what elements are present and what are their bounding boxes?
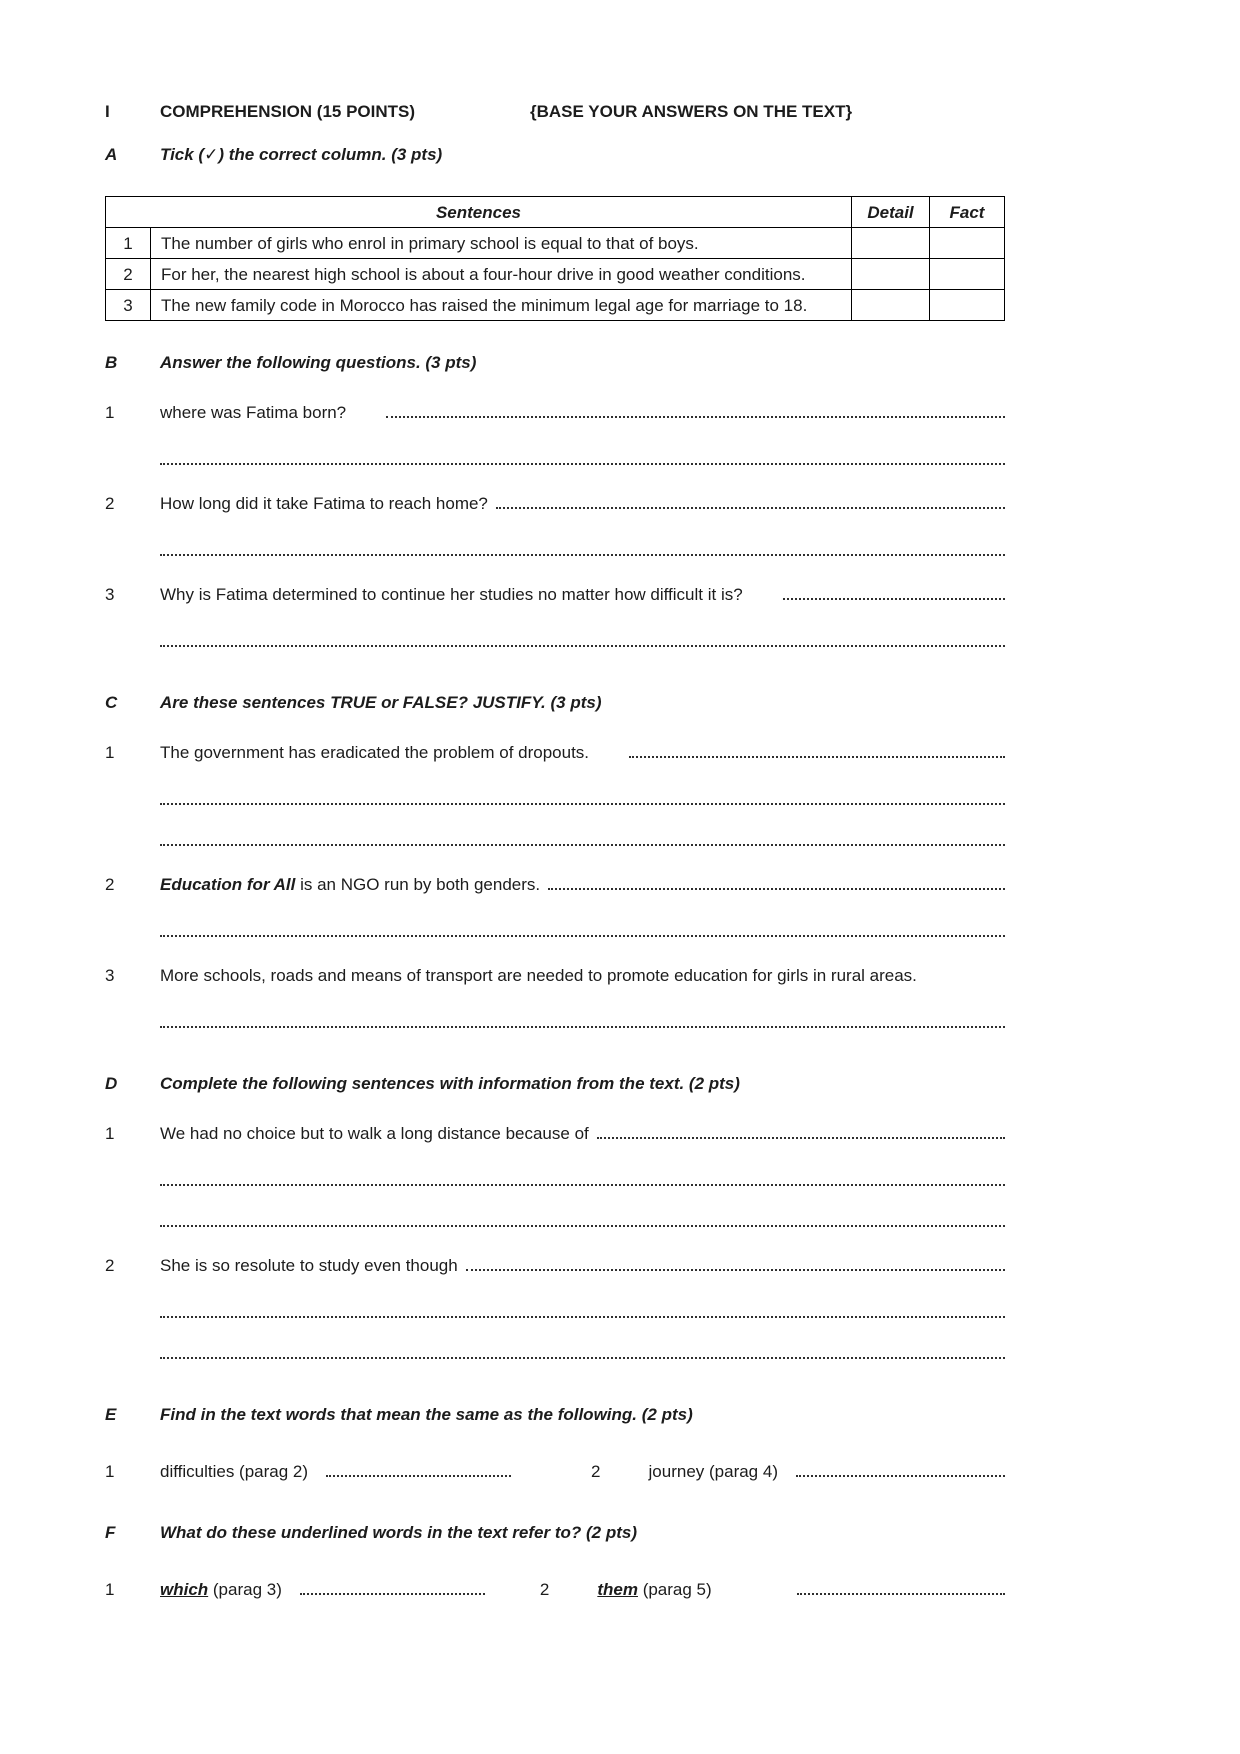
question-number: 1 bbox=[105, 403, 115, 422]
question-c3 bbox=[105, 964, 1005, 1028]
header-note: {BASE YOUR ANSWERS ON THE TEXT} bbox=[530, 102, 853, 121]
answer-line bbox=[796, 1475, 1005, 1477]
question-number: 1 bbox=[105, 743, 115, 762]
question-c2 bbox=[105, 873, 1005, 937]
fact-tick-cell bbox=[930, 259, 1005, 290]
answer-line bbox=[160, 823, 1005, 846]
document-header bbox=[105, 100, 1005, 123]
fact-tick-cell bbox=[930, 228, 1005, 259]
row-number: 3 bbox=[106, 290, 151, 321]
question-d1 bbox=[105, 1122, 1005, 1227]
question-c1 bbox=[105, 741, 1005, 846]
page-title: COMPREHENSION (15 POINTS) bbox=[160, 102, 416, 121]
answer-line bbox=[466, 1269, 1005, 1271]
section-e-letter: E bbox=[105, 1405, 117, 1424]
section-d-title: Complete the following sentences with information from the text. (2 pts) bbox=[160, 1074, 740, 1093]
fact-tick-cell bbox=[930, 290, 1005, 321]
question-number: 2 bbox=[105, 494, 115, 513]
section-f-items bbox=[105, 1578, 1005, 1601]
col-header-detail: Detail bbox=[852, 197, 930, 228]
answer-line bbox=[326, 1475, 511, 1477]
question-text: How long did it take Fatima to reach home? bbox=[160, 494, 488, 513]
answer-line bbox=[300, 1593, 485, 1595]
answer-line bbox=[160, 442, 1005, 465]
section-c-letter: C bbox=[105, 693, 118, 712]
question-number: 3 bbox=[105, 585, 115, 604]
section-c-heading bbox=[105, 691, 1005, 714]
sentence-cell: The number of girls who enrol in primary school is equal to that of boys. bbox=[151, 228, 852, 259]
tick-table bbox=[105, 196, 1005, 321]
detail-tick-cell bbox=[852, 228, 930, 259]
question-b1 bbox=[105, 401, 1005, 465]
answer-line bbox=[160, 533, 1005, 556]
section-a-title: Tick (✓) the correct column. (3 pts) bbox=[160, 145, 443, 164]
answer-line bbox=[160, 914, 1005, 937]
sentence-cell: The new family code in Morocco has raised the minimum legal age for marriage to 18. bbox=[151, 290, 852, 321]
tick-table-header-row bbox=[106, 197, 1005, 228]
row-number: 1 bbox=[106, 228, 151, 259]
section-c-title: Are these sentences TRUE or FALSE? JUSTIFY. (3 pts) bbox=[160, 693, 602, 712]
underlined-word: which bbox=[160, 1580, 209, 1599]
question-text: We had no choice but to walk a long distance because of bbox=[160, 1124, 589, 1143]
answer-line bbox=[160, 782, 1005, 805]
section-a-heading bbox=[105, 143, 1005, 166]
answer-line bbox=[629, 756, 1005, 758]
item-text: difficulties (parag 2) bbox=[160, 1462, 309, 1481]
question-text-rest: is an NGO run by both genders. bbox=[295, 875, 541, 894]
worksheet-page bbox=[105, 100, 1005, 1601]
col-header-fact: Fact bbox=[930, 197, 1005, 228]
answer-line bbox=[160, 1336, 1005, 1359]
answer-line bbox=[160, 1005, 1005, 1028]
answer-line bbox=[548, 888, 1005, 890]
answer-line bbox=[160, 1295, 1005, 1318]
answer-line bbox=[160, 1163, 1005, 1186]
section-e-title: Find in the text words that mean the same as the following. (2 pts) bbox=[160, 1405, 693, 1424]
row-number: 2 bbox=[106, 259, 151, 290]
question-b2 bbox=[105, 492, 1005, 556]
item-text-rest: (parag 5) bbox=[637, 1580, 712, 1599]
table-row bbox=[106, 259, 1005, 290]
item-text bbox=[597, 1578, 711, 1601]
section-a-letter: A bbox=[105, 145, 118, 164]
item-number: 2 bbox=[539, 1580, 550, 1599]
section-d-heading bbox=[105, 1072, 1005, 1095]
answer-line bbox=[783, 598, 1005, 600]
section-b-title: Answer the following questions. (3 pts) bbox=[160, 353, 477, 372]
section-b-heading bbox=[105, 351, 1005, 374]
section-numeral: I bbox=[105, 102, 110, 121]
question-text: More schools, roads and means of transport are needed to promote education for girls in rural areas. bbox=[160, 966, 917, 985]
item-number: 2 bbox=[591, 1462, 601, 1481]
detail-tick-cell bbox=[852, 290, 930, 321]
underlined-word: them bbox=[597, 1580, 638, 1599]
question-number: 2 bbox=[105, 875, 115, 894]
table-row bbox=[106, 228, 1005, 259]
item-text-rest: (parag 3) bbox=[208, 1580, 282, 1599]
col-header-sentences: Sentences bbox=[106, 197, 852, 228]
answer-line bbox=[496, 507, 1005, 509]
answer-line bbox=[386, 416, 1005, 418]
section-b-letter: B bbox=[105, 353, 118, 372]
question-number: 3 bbox=[105, 966, 115, 985]
item-text: journey (parag 4) bbox=[648, 1462, 778, 1481]
section-f-letter: F bbox=[105, 1523, 116, 1542]
item-number: 1 bbox=[105, 1462, 115, 1481]
answer-line bbox=[160, 1204, 1005, 1227]
section-e-items bbox=[105, 1460, 1005, 1483]
section-d-letter: D bbox=[105, 1074, 118, 1093]
table-row bbox=[106, 290, 1005, 321]
question-text: Why is Fatima determined to continue her studies no matter how difficult it is? bbox=[160, 585, 743, 604]
detail-tick-cell bbox=[852, 259, 930, 290]
question-d2 bbox=[105, 1254, 1005, 1359]
item-number: 1 bbox=[105, 1580, 115, 1599]
section-f-heading bbox=[105, 1521, 1005, 1544]
answer-line bbox=[797, 1593, 1005, 1595]
answer-line bbox=[160, 624, 1005, 647]
question-text: where was Fatima born? bbox=[160, 403, 347, 422]
question-text: She is so resolute to study even though bbox=[160, 1256, 458, 1275]
answer-line bbox=[597, 1137, 1005, 1139]
question-text bbox=[160, 873, 540, 896]
section-e-heading bbox=[105, 1403, 1005, 1426]
sentence-cell: For her, the nearest high school is about a four-hour drive in good weather conditions. bbox=[151, 259, 852, 290]
question-text: The government has eradicated the problem of dropouts. bbox=[160, 743, 590, 762]
item-text bbox=[160, 1578, 282, 1601]
question-text-emphasis: Education for All bbox=[160, 875, 296, 894]
question-number: 1 bbox=[105, 1124, 115, 1143]
section-f-title: What do these underlined words in the text refer to? (2 pts) bbox=[160, 1523, 637, 1542]
question-number: 2 bbox=[105, 1256, 115, 1275]
question-b3 bbox=[105, 583, 1005, 647]
